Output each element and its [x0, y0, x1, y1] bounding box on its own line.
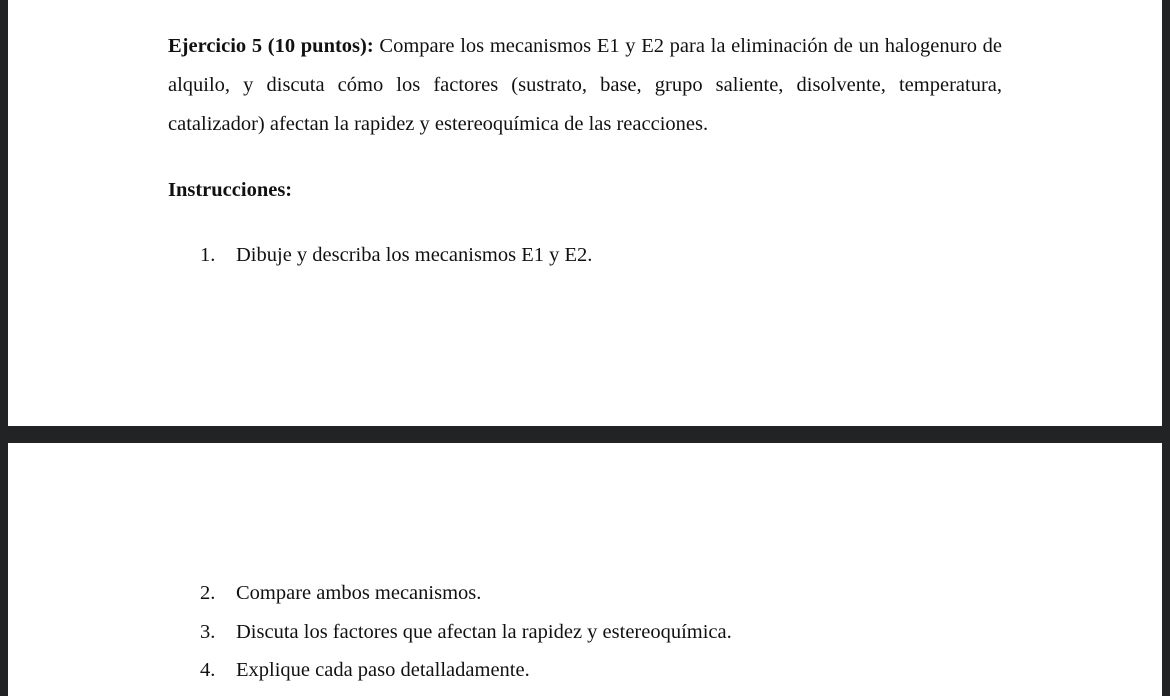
exercise-text: Compare los mecanismos E1 y E2 para la eliminación de un halogenuro de alquilo, y discuta cómo los factores (sustrato, base, grupo saliente, disolvente, temperatura, catalizador) afectan la rapidez y estereoquímica de las reacciones.: [168, 35, 1003, 135]
exercise-paragraph: [168, 27, 1002, 144]
instruction-number: 3.: [200, 621, 216, 643]
instruction-text: Discuta los factores que afectan la rapidez y estereoquímica.: [236, 621, 732, 643]
instruction-item: [200, 574, 481, 613]
document-page-1: [8, 0, 1162, 426]
instruction-item: [200, 651, 530, 690]
instruction-number: 4.: [200, 659, 216, 681]
instruction-text: Dibuje y describa los mecanismos E1 y E2.: [236, 244, 593, 266]
instruction-item: [200, 613, 732, 652]
instruction-number: 1.: [200, 244, 216, 266]
instructions-heading: Instrucciones:: [168, 179, 293, 201]
exercise-title: Ejercicio 5 (10 puntos):: [168, 35, 374, 57]
instruction-text: Compare ambos mecanismos.: [236, 582, 482, 604]
document-page-2: [8, 443, 1162, 696]
instruction-item: [200, 236, 592, 275]
instruction-number: 2.: [200, 582, 216, 604]
instruction-text: Explique cada paso detalladamente.: [236, 659, 530, 681]
